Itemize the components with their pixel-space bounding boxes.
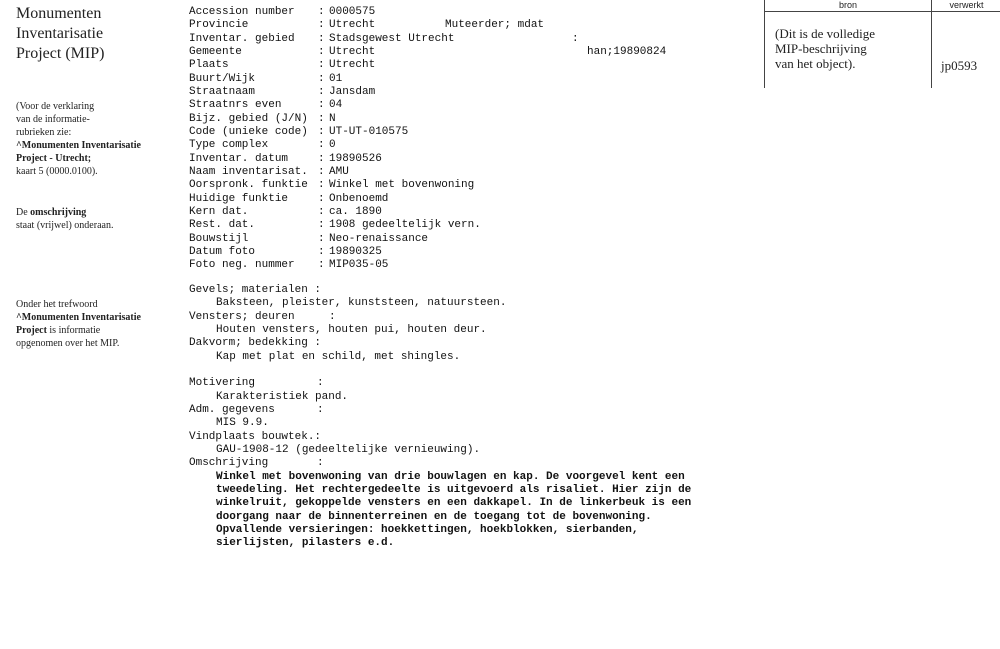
field-label: Foto neg. nummer bbox=[189, 259, 295, 272]
field-value: Utrecht bbox=[329, 59, 376, 72]
field-value: 01 bbox=[329, 72, 343, 85]
note3-line4: opgenomen over het MIP. bbox=[16, 338, 120, 349]
field-colon: : bbox=[318, 139, 325, 152]
field-label: Buurt/Wijk bbox=[189, 72, 256, 85]
field-colon: : bbox=[318, 72, 325, 85]
motivering-row bbox=[189, 377, 729, 390]
field-value: 1908 gedeeltelijk vern. bbox=[329, 219, 481, 232]
field-colon: : bbox=[318, 259, 325, 272]
field-value: Jansdam bbox=[329, 85, 376, 98]
field-value: Neo-renaissance bbox=[329, 232, 429, 245]
field-value: Onbenoemd bbox=[329, 192, 389, 205]
field-value: AMU bbox=[329, 165, 349, 178]
field-value: ca. 1890 bbox=[329, 205, 382, 218]
document-title bbox=[16, 4, 176, 64]
field-colon: : bbox=[318, 45, 325, 58]
omschrijving-line-3: winkelruit, gekoppelde vensters en een dakkapel. In de linkerbeuk is een bbox=[216, 497, 692, 510]
note1-line3: rubrieken zie: bbox=[16, 127, 72, 138]
note1-line1: (Voor de verklaring bbox=[16, 101, 95, 112]
header-bron: bron bbox=[838, 0, 857, 10]
field-colon: : bbox=[318, 192, 325, 205]
gevels-value: Baksteen, pleister, kunststeen, natuursteen. bbox=[216, 297, 507, 310]
bron-line-2: MIP-beschrijving bbox=[775, 41, 867, 56]
field-colon: : bbox=[318, 32, 325, 45]
note3-line2: ^Monumenten Inventarisatie bbox=[16, 312, 141, 323]
field-colon: : bbox=[318, 112, 325, 125]
note1-line2: van de informatie- bbox=[16, 114, 90, 125]
field-colon: : bbox=[318, 165, 325, 178]
motivering-colon: : bbox=[317, 377, 324, 390]
omschrijving-line-6: sierlijsten, pilasters e.d. bbox=[216, 537, 395, 550]
field-label: Straatnrs even bbox=[189, 99, 282, 112]
field-label: Inventar. gebied bbox=[189, 32, 295, 45]
muteerder-row bbox=[445, 6, 667, 58]
field-label: Gemeente bbox=[189, 45, 242, 58]
note3-line1: Onder het trefwoord bbox=[16, 299, 98, 310]
muteerder-value: han;19890824 bbox=[587, 45, 667, 58]
table-divider-horizontal bbox=[765, 11, 1000, 12]
note1-line4: ^Monumenten Inventarisatie bbox=[16, 140, 141, 151]
field-colon: : bbox=[318, 19, 325, 32]
title-line-1: Monumenten bbox=[16, 5, 102, 22]
field-value: Utrecht bbox=[329, 45, 376, 58]
field-label: Bouwstijl bbox=[189, 232, 249, 245]
field-colon: : bbox=[318, 245, 325, 258]
note-omschrijving bbox=[16, 206, 186, 232]
description-sections bbox=[189, 284, 729, 551]
field-label: Oorspronk. funktie bbox=[189, 179, 308, 192]
field-label: Rest. dat. bbox=[189, 219, 256, 232]
left-column bbox=[16, 0, 176, 64]
field-colon: : bbox=[318, 179, 325, 192]
field-value: Winkel met bovenwoning bbox=[329, 179, 475, 192]
field-colon: : bbox=[318, 125, 325, 138]
field-label: Straatnaam bbox=[189, 85, 256, 98]
dakvorm-label: Dakvorm; bedekking : bbox=[189, 337, 322, 350]
field-label: Huidige funktie bbox=[189, 192, 289, 205]
bron-line-3: van het object). bbox=[775, 56, 856, 71]
bron-cell bbox=[775, 26, 925, 71]
field-colon: : bbox=[318, 59, 325, 72]
field-value: 19890325 bbox=[329, 245, 382, 258]
note-verklaring bbox=[16, 100, 186, 178]
field-value: 0000575 bbox=[329, 6, 376, 18]
adm-colon: : bbox=[317, 403, 324, 416]
field-label: Kern dat. bbox=[189, 205, 249, 218]
note2-bold: omschrijving bbox=[30, 207, 87, 218]
header-verwerkt: verwerkt bbox=[949, 0, 984, 10]
field-value: N bbox=[329, 112, 336, 125]
gevels-label: Gevels; materialen : bbox=[189, 284, 322, 296]
field-colon: : bbox=[318, 152, 325, 165]
field-colon: : bbox=[318, 219, 325, 232]
bron-line-1: (Dit is de volledige bbox=[775, 26, 876, 41]
note-trefwoord bbox=[16, 298, 186, 350]
omschrijving-colon: : bbox=[317, 457, 324, 470]
field-label: Accession number bbox=[189, 6, 295, 18]
source-table bbox=[764, 0, 1000, 88]
vensters-row bbox=[189, 311, 729, 324]
verwerkt-cell: jp0593 bbox=[941, 58, 978, 73]
field-colon: : bbox=[318, 99, 325, 112]
motivering-label: Motivering bbox=[189, 377, 256, 390]
field-label: Inventar. datum bbox=[189, 152, 289, 165]
field-value: 04 bbox=[329, 99, 343, 112]
field-label: Plaats bbox=[189, 59, 229, 72]
field-label: Type complex bbox=[189, 139, 269, 152]
note2-prefix: De bbox=[16, 207, 31, 218]
muteerder-label: Muteerder; mdat bbox=[445, 19, 545, 32]
field-colon: : bbox=[318, 205, 325, 218]
omschrijving-line-1: Winkel met bovenwoning van drie bouwlagen en kap. De voorgevel kent een bbox=[216, 470, 685, 483]
omschrijving-label: Omschrijving bbox=[189, 457, 269, 470]
note3-line3-rest: is informatie bbox=[46, 325, 101, 336]
field-colon: : bbox=[318, 6, 325, 18]
field-colon: : bbox=[318, 85, 325, 98]
omschrijving-text bbox=[189, 471, 729, 551]
field-label: Provincie bbox=[189, 19, 249, 32]
field-value: UT-UT-010575 bbox=[329, 125, 409, 138]
vensters-colon: : bbox=[329, 310, 336, 323]
note1-line5: Project - Utrecht; bbox=[16, 153, 92, 164]
muteerder-colon: : bbox=[572, 32, 579, 45]
field-label: Naam inventarisat. bbox=[189, 165, 308, 178]
adm-value: MIS 9.9. bbox=[216, 417, 269, 430]
note1-line6: kaart 5 (0000.0100). bbox=[16, 166, 98, 177]
note2-line2: staat (vrijwel) onderaan. bbox=[16, 220, 114, 231]
note3-line3-bold: Project bbox=[16, 325, 47, 336]
section-gap bbox=[189, 364, 729, 377]
vensters-value: Houten vensters, houten pui, houten deur. bbox=[216, 323, 487, 336]
field-label: Bijz. gebied (J/N) bbox=[189, 112, 308, 125]
motivering-value: Karakteristiek pand. bbox=[216, 390, 349, 403]
field-value: MIP035-05 bbox=[329, 259, 389, 272]
field-value: 19890526 bbox=[329, 152, 382, 165]
omschrijving-line-4: doorgang naar de binnenterreinen en de toegang tot de bovenwoning. bbox=[216, 510, 652, 523]
adm-row bbox=[189, 404, 729, 417]
omschrijving-row bbox=[189, 457, 729, 470]
vindplaats-value: GAU-1908-12 (gedeeltelijke vernieuwing). bbox=[216, 443, 481, 456]
vindplaats-label: Vindplaats bouwtek.: bbox=[189, 430, 322, 443]
field-value: Stadsgewest Utrecht bbox=[329, 32, 455, 45]
title-line-3: Project (MIP) bbox=[16, 45, 105, 62]
field-value: 0 bbox=[329, 139, 336, 152]
field-label: Datum foto bbox=[189, 245, 256, 258]
title-line-2: Inventarisatie bbox=[16, 25, 104, 42]
omschrijving-line-5: Opvallende versieringen: hoekkettingen, hoekblokken, sierbanden, bbox=[216, 523, 639, 536]
field-label: Code (unieke code) bbox=[189, 125, 308, 138]
field-value: Utrecht bbox=[329, 19, 376, 32]
omschrijving-line-2: tweedeling. Het rechtergedeelte is uitgevoerd als risaliet. Hier zijn de bbox=[216, 483, 692, 496]
dakvorm-value: Kap met plat en schild, met shingles. bbox=[216, 350, 461, 363]
field-colon: : bbox=[318, 232, 325, 245]
vensters-label: Vensters; deuren bbox=[189, 310, 295, 323]
adm-label: Adm. gegevens bbox=[189, 403, 275, 416]
table-divider-vertical bbox=[931, 0, 932, 88]
